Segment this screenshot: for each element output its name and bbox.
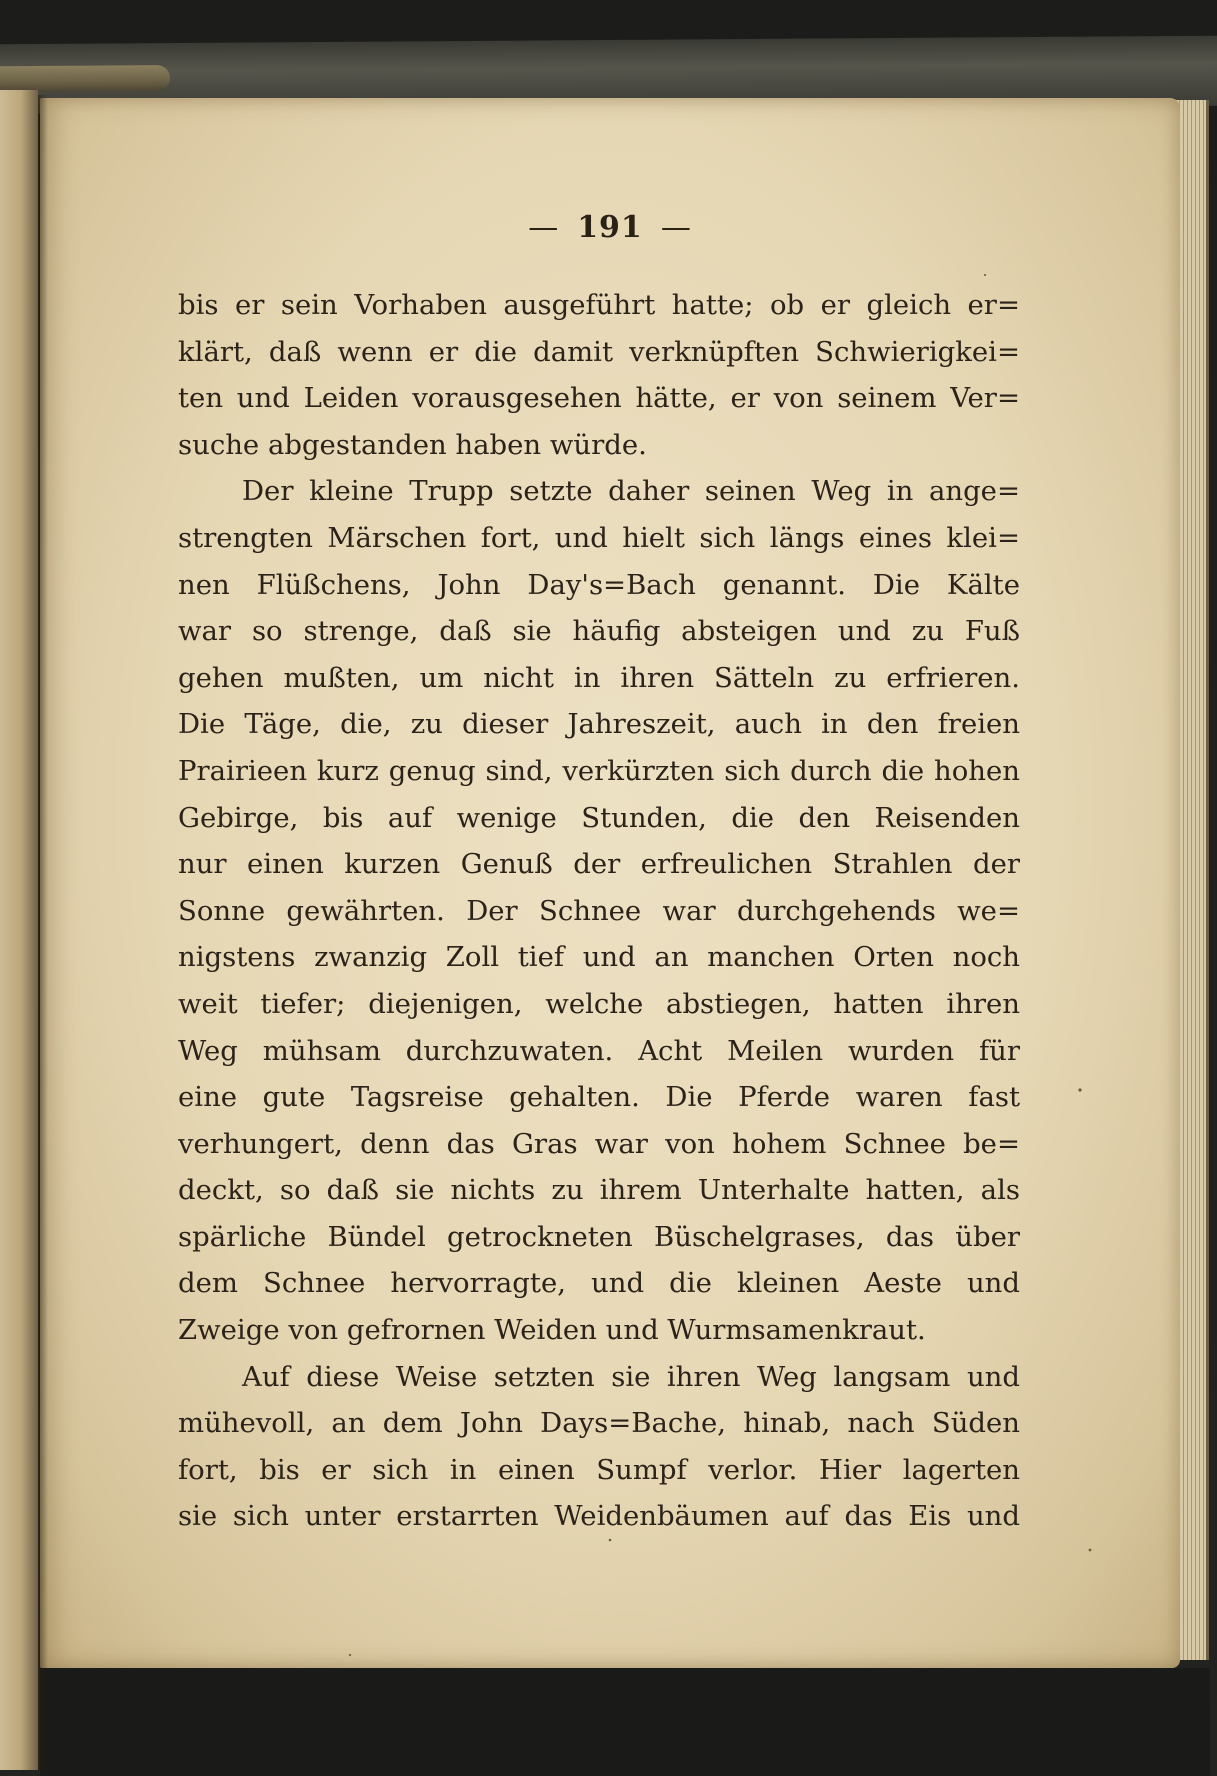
text-line: sie sich unter erstarrten Weidenbäumen auf das Eis und: [178, 1500, 1020, 1533]
text-line: Der kleine Trupp setzte daher seinen Weg in ange=: [242, 475, 1020, 508]
bottom-shadow: [40, 1668, 1210, 1776]
text-line: mühevoll, an dem John Days=Bache, hinab, nach Süden: [178, 1407, 1020, 1440]
text-line: Auf diese Weise setzten sie ihren Weg langsam und: [242, 1360, 1020, 1393]
text-line: nur einen kurzen Genuß der erfreulichen Strahlen der: [178, 848, 1020, 881]
text-line: war so strenge, daß sie häufig absteigen und zu Fuß: [178, 615, 1020, 648]
text-line: Weg mühsam durchzuwaten. Acht Meilen wurden für: [178, 1034, 1020, 1067]
text-line: Gebirge, bis auf wenige Stunden, die den Reisenden: [178, 801, 1020, 834]
page-number: [510, 210, 710, 245]
text-line: nigstens zwanzig Zoll tief und an manchen Orten noch: [178, 941, 1020, 974]
text-line: eine gute Tagsreise gehalten. Die Pferde waren fast: [178, 1081, 1020, 1114]
text-line: ten und Leiden vorausgesehen hätte, er von seinem Ver=: [178, 382, 1020, 415]
gutter-shadow: [38, 95, 48, 1770]
text-line: suche abgestanden haben würde.: [178, 428, 647, 461]
text-line: nen Flüßchens, John Day's=Bach genannt. Die Kälte: [178, 568, 1020, 601]
text-line: Zweige von gefrornen Weiden und Wurmsamenkraut.: [178, 1314, 926, 1347]
text-line: Die Täge, die, zu dieser Jahreszeit, auch in den freien: [178, 708, 1020, 741]
text-line: klärt, daß wenn er die damit verknüpften Schwierigkei=: [178, 335, 1020, 368]
page-number-value: 191: [577, 210, 643, 245]
text-line: gehen mußten, um nicht in ihren Sätteln zu erfrieren.: [178, 661, 1020, 694]
text-line: weit tiefer; diejenigen, welche abstiegen, hatten ihren: [178, 987, 1020, 1020]
page-number-dash-left: —: [528, 210, 560, 245]
facing-page-edge: [0, 90, 38, 1770]
binding-cord: [0, 65, 170, 92]
text-line: Prairieen kurz genug sind, verkürzten sich durch die hohen: [178, 754, 1020, 787]
text-line: fort, bis er sich in einen Sumpf verlor. Hier lagerten: [178, 1453, 1020, 1486]
page-number-dash-right: —: [660, 210, 692, 245]
text-line: deckt, so daß sie nichts zu ihrem Unterhalte hatten, als: [178, 1174, 1020, 1207]
body-text: [178, 282, 1020, 1540]
text-line: bis er sein Vorhaben ausgeführt hatte; ob er gleich er=: [178, 289, 1020, 321]
text-line: dem Schnee hervorragte, und die kleinen Aeste und: [178, 1267, 1020, 1300]
text-line: strengten Märschen fort, und hielt sich längs eines klei=: [178, 521, 1020, 554]
text-line: Sonne gewährten. Der Schnee war durchgehends we=: [178, 894, 1020, 927]
text-line: spärliche Bündel getrockneten Büschelgrases, das über: [178, 1220, 1020, 1253]
text-line: verhungert, denn das Gras war von hohem Schnee be=: [178, 1127, 1020, 1160]
